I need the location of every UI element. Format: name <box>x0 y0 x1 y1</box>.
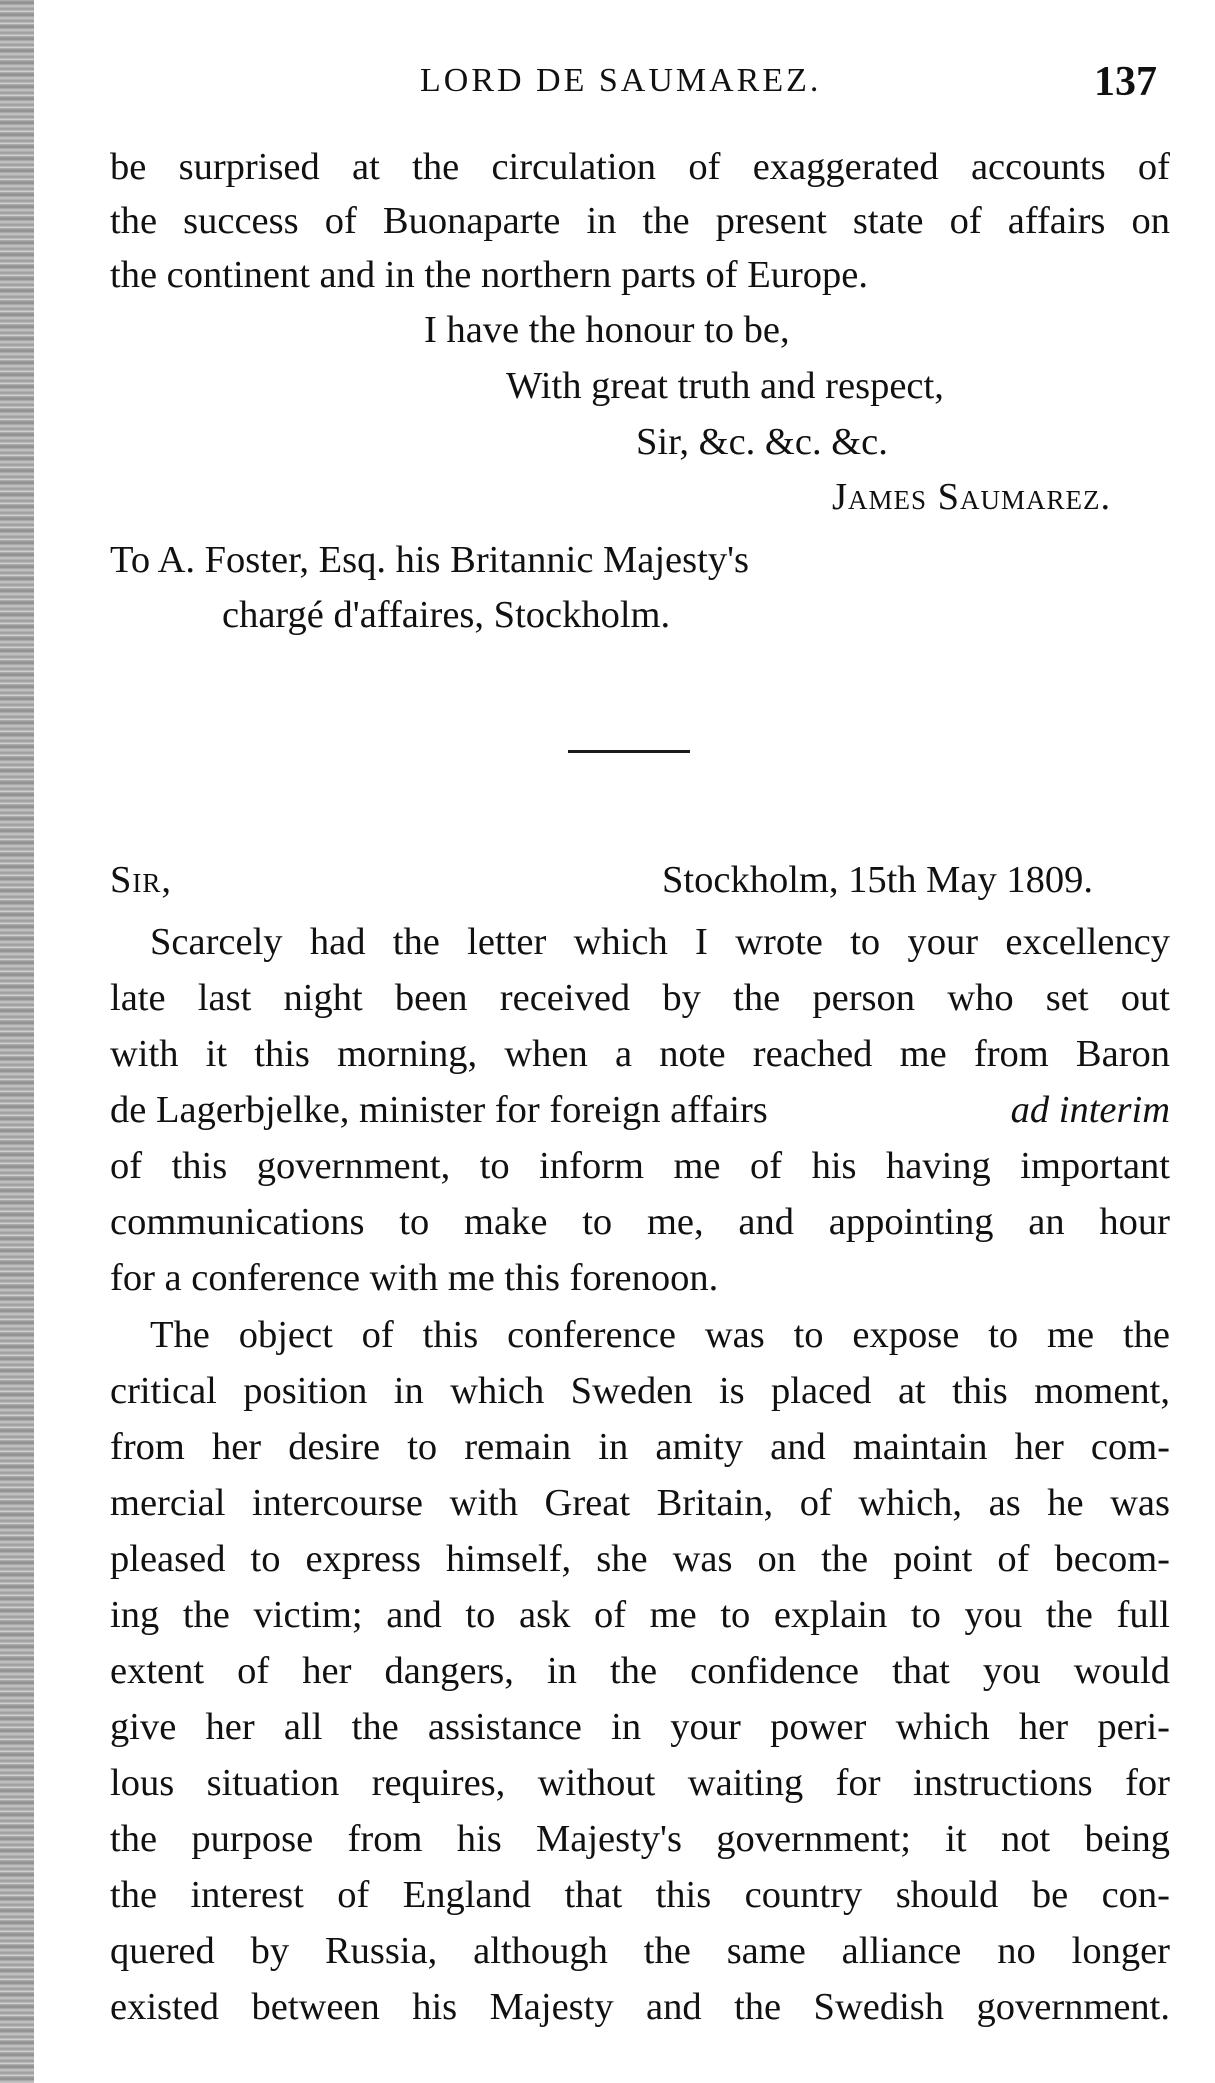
paragraph-line: give her all the assistance in your power which her peri- <box>110 1706 1170 1748</box>
paragraph-line: critical position in which Sweden is placed at this moment, <box>110 1370 1170 1412</box>
continuation-line: the success of Buonaparte in the present state of affairs on <box>110 200 1170 242</box>
section-divider <box>568 750 690 753</box>
page-gutter-binding <box>0 0 34 2083</box>
continuation-line: the continent and in the northern parts of Europe. <box>110 254 869 296</box>
closing-line: With great truth and respect, <box>506 365 944 407</box>
page-number: 137 <box>1094 59 1157 105</box>
address-line: To A. Foster, Esq. his Britannic Majesty's <box>110 539 749 581</box>
continuation-line: be surprised at the circulation of exaggerated accounts of <box>110 146 1170 188</box>
paragraph-line: The object of this conference was to expose to me the <box>150 1314 1170 1356</box>
address-line: chargé d'affaires, Stockholm. <box>222 594 671 636</box>
paragraph-line: of this government, to inform me of his having important <box>110 1145 1170 1187</box>
paragraph-line: quered by Russia, although the same alliance no longer <box>110 1930 1170 1972</box>
salutation: Sir, <box>110 859 173 901</box>
paragraph-line: the interest of England that this country should be con- <box>110 1874 1170 1916</box>
paragraph-line: late last night been received by the person who set out <box>110 977 1170 1019</box>
closing-line: Sir, &c. &c. &c. <box>636 421 888 463</box>
italic-phrase: ad interim <box>1010 1089 1170 1131</box>
paragraph-line: mercial intercourse with Great Britain, of which, as he was <box>110 1482 1170 1524</box>
paragraph-line: Scarcely had the letter which I wrote to your excellency <box>150 921 1170 963</box>
paragraph-line: ing the victim; and to ask of me to explain to you the full <box>110 1594 1170 1636</box>
paragraph-line: existed between his Majesty and the Swedish government. <box>110 1986 1170 2028</box>
paragraph-line: extent of her dangers, in the confidence that you would <box>110 1650 1170 1692</box>
closing-line: I have the honour to be, <box>424 309 790 351</box>
paragraph-line: pleased to express himself, she was on the point of becom- <box>110 1538 1170 1580</box>
paragraph-line-text: de Lagerbjelke, minister for foreign affairs <box>110 1089 768 1131</box>
paragraph-line: the purpose from his Majesty's government; it not being <box>110 1818 1170 1860</box>
signature: James Saumarez. <box>832 476 1112 518</box>
place-date: Stockholm, 15th May 1809. <box>662 859 1093 901</box>
paragraph-line: from her desire to remain in amity and maintain her com- <box>110 1426 1170 1468</box>
paragraph-line: with it this morning, when a note reached me from Baron <box>110 1033 1170 1075</box>
paragraph-line: lous situation requires, without waiting for instructions for <box>110 1762 1170 1804</box>
paragraph-line: communications to make to me, and appointing an hour <box>110 1201 1170 1243</box>
paragraph-line-with-italic <box>110 1091 1170 1130</box>
paragraph-line: for a conference with me this forenoon. <box>110 1257 719 1299</box>
running-title: LORD DE SAUMAREZ. <box>420 62 822 99</box>
